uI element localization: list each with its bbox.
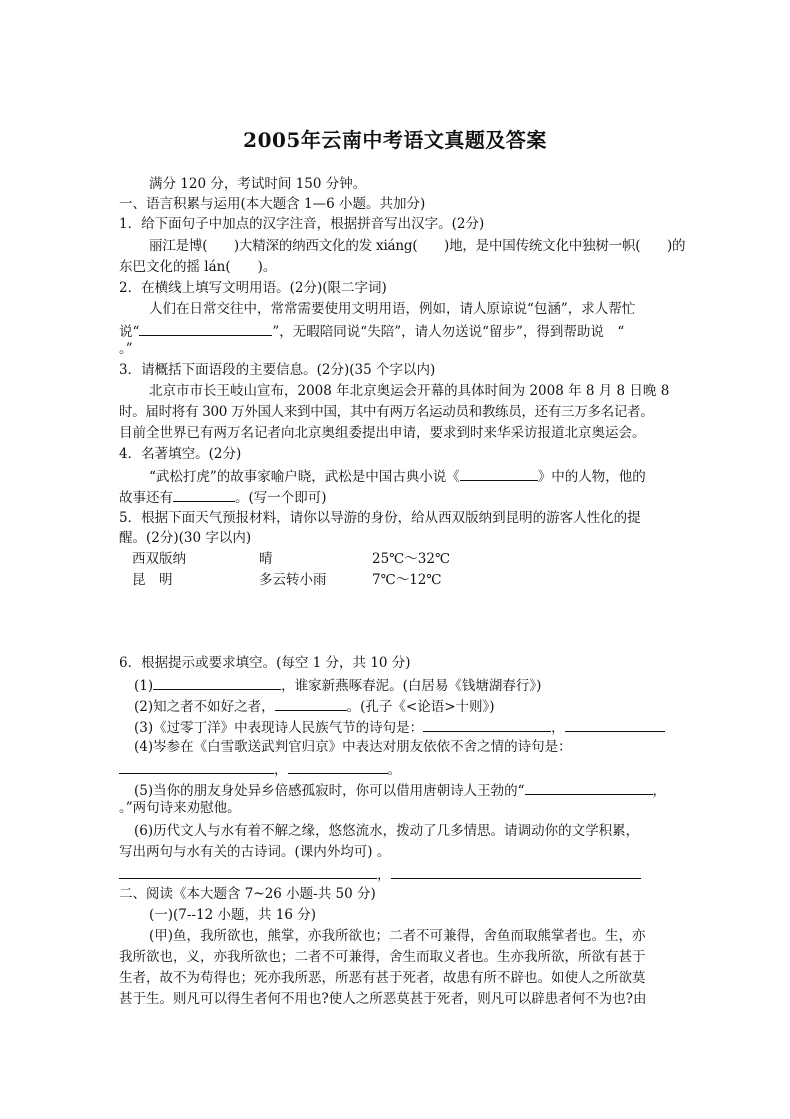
q6-6-blank-2[interactable] xyxy=(391,864,641,879)
q3-stem: 3．请概括下面语段的主要信息。(2分)(35 个字以内) xyxy=(119,362,436,378)
q6-item-4: (4)岑参在《白雪歌送武判官归京》中表达对朋友依依不舍之情的诗句是： xyxy=(134,739,572,755)
section-1-heading: 一、语言积累与运用(本大题含 1—6 小题。共加分) xyxy=(119,196,426,212)
q6-item-1 xyxy=(134,675,541,695)
q3-text-line3: 目前全世界已有两万名记者向北京奥组委提出申请，要求到时来华采访报道北京奥运会。 xyxy=(119,425,646,441)
q6-item-6-line2: 写出两句与水有关的古诗词。(课内外均可) 。 xyxy=(119,844,391,860)
q4-text-c: 故事还有 xyxy=(119,490,173,506)
q4-text-a: “武松打虎”的故事家喻户晓，武松是中国古典小说《 xyxy=(149,469,460,485)
q6-4-period: 。 xyxy=(387,762,401,778)
q6-item-2 xyxy=(134,696,495,716)
q2-text-line2 xyxy=(119,321,624,341)
q4-stem: 4．名著填空。(2分) xyxy=(119,446,242,462)
q6-item-5 xyxy=(134,780,666,800)
page-title: 2005年云南中考语文真题及答案 xyxy=(243,128,547,152)
q6-stem: 6．根据提示或要求填空。(每空 1 分，共 10 分) xyxy=(119,655,411,671)
reading-text-line3: 生者，故不为苟得也；死亦我所恶，所恶有甚于死者，故患有所不辟也。如使人之所欲莫 xyxy=(119,970,646,986)
reading-part-1-heading: (一)(7--12 小题，共 16 分) xyxy=(149,907,317,923)
q6-1-label: (1) xyxy=(134,678,154,694)
weather-row-2-place: 昆 明 xyxy=(132,572,173,588)
q3-text-line2: 时。届时将有 300 万外国人来到中国，其中有两万名运动员和教练员，还有三万多名记者。 xyxy=(119,404,654,420)
q1-text-line2: 东巴文化的摇 lán( )。 xyxy=(119,259,277,275)
q2-stem: 2．在横线上填写文明用语。(2分)(限二字词) xyxy=(119,280,387,296)
q1-stem: 1．给下面句子中加点的汉字注音，根据拼音写出汉字。(2分) xyxy=(119,216,485,232)
q6-4-comma: ， xyxy=(274,762,288,778)
q6-item-6: (6)历代文人与水有着不解之缘，悠悠流水，拨动了几多情思。请调动你的文学积累， xyxy=(134,823,640,839)
q2-text-line3: 。” xyxy=(119,341,133,357)
q6-6-blank-1[interactable] xyxy=(119,864,377,879)
q6-5-text-a: (5)当你的朋友身处异乡倍感孤寂时，你可以借用唐朝诗人王勃的“ xyxy=(134,783,525,799)
q6-2-blank[interactable] xyxy=(275,696,347,711)
q6-5-blank[interactable] xyxy=(525,780,653,795)
weather-row-1-temp: 25℃～32℃ xyxy=(372,551,451,567)
q6-5-comma: ， xyxy=(652,783,667,799)
q2-text-b: ”，无暇陪同说“失陪”，请人勿送说“留步”，得到帮助说 “ xyxy=(272,324,625,340)
q5-stem-line2: 醒。(2分)(30 字以内) xyxy=(119,530,252,546)
q6-3-blank-1[interactable] xyxy=(423,717,551,732)
q4-text-line2 xyxy=(119,487,327,507)
q6-3-comma: ， xyxy=(551,720,565,736)
reading-text-line2: 我所欲也，义，亦我所欲也；二者不可兼得，舍生而取义者也。生亦我所欲，所欲有甚于 xyxy=(119,949,646,965)
q5-stem-line1: 5．根据下面天气预报材料，请你以导游的身份，给从西双版纳到昆明的游客人性化的提 xyxy=(119,510,641,526)
q4-text-line1 xyxy=(149,466,646,486)
reading-text-line4: 甚于生。则凡可以得生者何不用也?使人之所恶莫甚于死者，则凡可以辟患者何不为也?由 xyxy=(119,991,647,1007)
q4-text-b: 》中的人物，他的 xyxy=(537,469,646,485)
q6-4-blank-1[interactable] xyxy=(119,759,274,774)
q1-text-line1: 丽江是博( )大精深的纳西文化的发 xiáng( )地，是中国传统文化中独树一帜( )的 xyxy=(149,238,686,254)
q3-text-line1: 北京市市长王岐山宣布，2008 年北京奥运会开幕的具体时间为 2008 年 8 月 8 日晚 8 xyxy=(149,383,670,399)
q6-item-6-answer xyxy=(119,864,641,884)
q2-text-a: 说“ xyxy=(119,324,140,340)
q6-3-text-a: (3)《过零丁洋》中表现诗人民族气节的诗句是： xyxy=(134,720,424,736)
q6-1-blank[interactable] xyxy=(153,675,281,690)
q6-2-text-a: (2)知之者不如好之者， xyxy=(134,699,275,715)
weather-row-2-weather: 多云转小雨 xyxy=(259,572,327,588)
q4-text-d: 。(写一个即可) xyxy=(235,490,327,506)
q6-1-text: ，谁家新燕啄春泥。(白居易《钱塘湖春行》) xyxy=(281,678,542,694)
q2-answer-blank-1[interactable] xyxy=(139,321,272,336)
weather-row-1-weather: 晴 xyxy=(259,551,273,567)
q4-answer-blank-1[interactable] xyxy=(460,466,538,481)
exam-info: 满分 120 分，考试时间 150 分钟。 xyxy=(149,176,367,192)
q4-answer-blank-2[interactable] xyxy=(173,487,235,502)
weather-row-1-place: 西双版纳 xyxy=(132,551,186,567)
q2-text-line1: 人们在日常交往中，常常需要使用文明用语，例如，请人原谅说“包涵”，求人帮忙 xyxy=(149,301,636,317)
q6-4-blank-2[interactable] xyxy=(288,759,388,774)
q6-3-blank-2[interactable] xyxy=(565,717,665,732)
weather-row-2-temp: 7℃～12℃ xyxy=(372,572,442,588)
q6-item-3 xyxy=(134,717,665,737)
section-2-heading: 二、阅读《本大题含 7~26 小题-共 50 分) xyxy=(119,886,376,902)
q6-6-comma: ， xyxy=(377,867,391,883)
q6-item-5-end: 。”两句诗来劝慰他。 xyxy=(119,800,241,816)
q6-2-text-b: 。(孔子《<论语>十则》) xyxy=(346,699,495,715)
reading-text-line1: (甲)鱼，我所欲也，熊掌，亦我所欲也；二者不可兼得，舍鱼而取熊掌者也。生，亦 xyxy=(149,928,646,944)
q6-item-4-answer xyxy=(119,759,401,779)
